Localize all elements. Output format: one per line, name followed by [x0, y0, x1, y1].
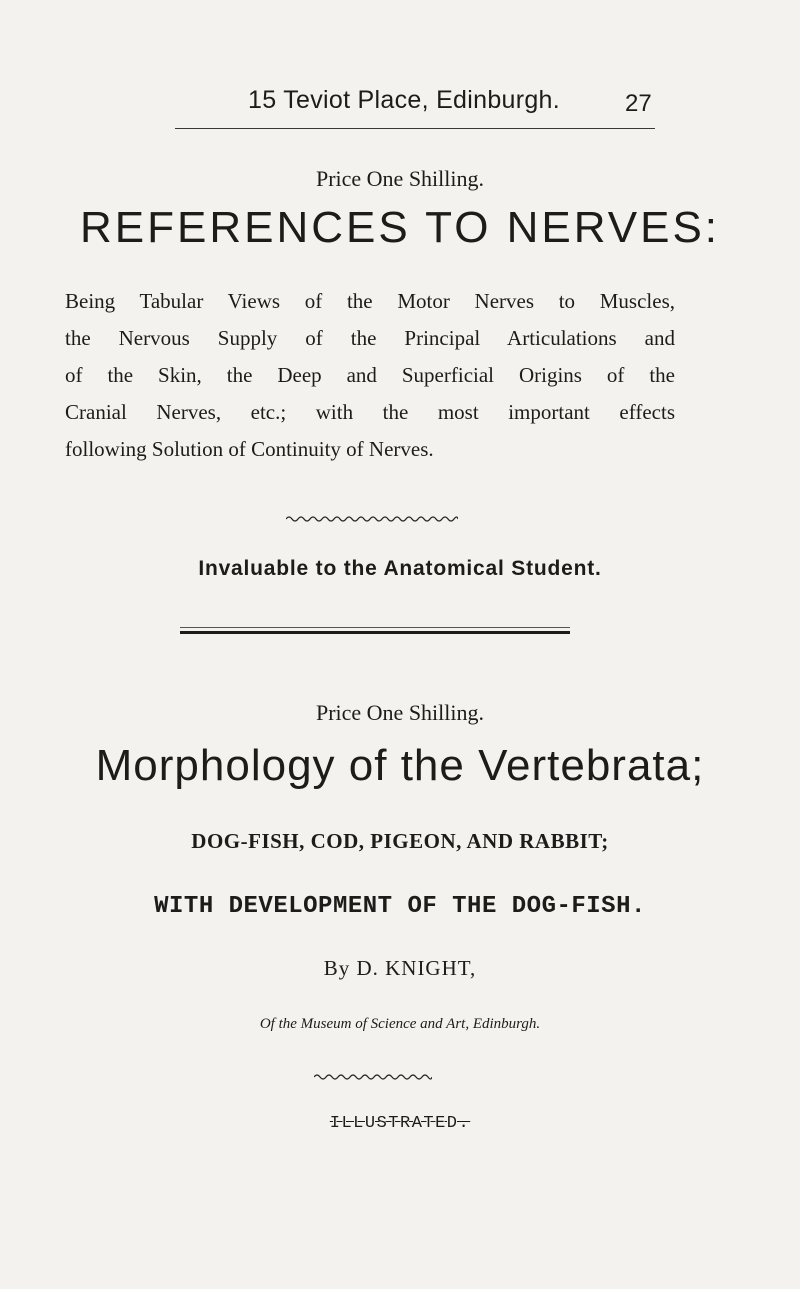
- advert-2-title: Morphology of the Vertebrata;: [95, 741, 705, 790]
- running-head: 15 Teviot Place, Edinburgh.: [248, 86, 561, 114]
- section-divider: [180, 631, 570, 634]
- description-line: Cranial Nerves, etc.; with the most important effects: [65, 400, 675, 424]
- page-number: 27: [625, 90, 652, 117]
- advert-2-affiliation: Of the Museum of Science and Art, Edinburgh.: [259, 1016, 541, 1032]
- header-rule: [175, 128, 655, 129]
- advert-1-price: Price One Shilling.: [315, 166, 485, 191]
- advert-1-description: [65, 283, 675, 468]
- advert-2-illustrated: ILLUSTRATED.: [329, 1114, 471, 1133]
- section-divider-thin: [180, 627, 570, 628]
- advert-1-tagline: Invaluable to the Anatomical Student.: [198, 557, 602, 580]
- advert-2-development: WITH DEVELOPMENT OF THE DOG-FISH.: [154, 893, 646, 920]
- squiggle-ornament: [286, 514, 458, 524]
- advert-2-subjects: DOG-FISH, COD, PIGEON, AND RABBIT;: [191, 829, 609, 853]
- squiggle-ornament: [314, 1072, 432, 1082]
- advert-1-title: REFERENCES TO NERVES:: [79, 203, 721, 252]
- description-line: the Nervous Supply of the Principal Articulations and: [65, 326, 675, 350]
- description-line: following Solution of Continuity of Nerves.: [65, 437, 434, 461]
- description-line: of the Skin, the Deep and Superficial Origins of the: [65, 363, 675, 387]
- advert-2-price: Price One Shilling.: [315, 700, 485, 725]
- advert-2-author: By D. KNIGHT,: [323, 956, 477, 980]
- description-line: Being Tabular Views of the Motor Nerves to Muscles,: [65, 289, 675, 313]
